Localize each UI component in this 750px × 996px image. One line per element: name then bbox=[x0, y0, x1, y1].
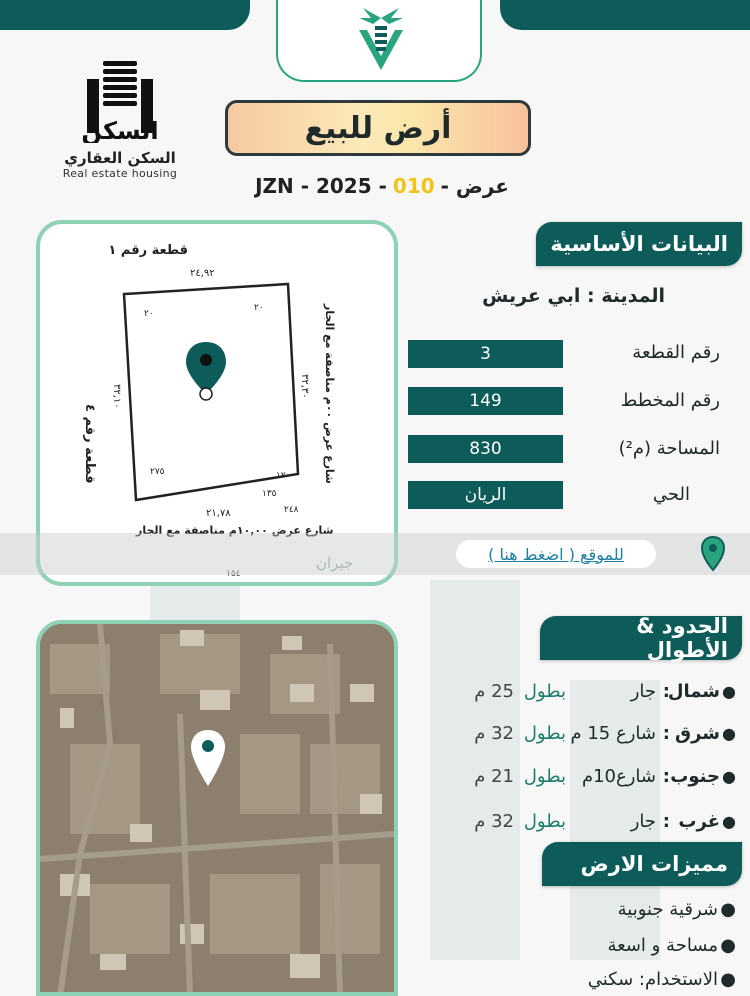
area-value: 830 bbox=[408, 435, 563, 463]
features-heading: مميزات الارض bbox=[542, 842, 742, 886]
city-line: المدينة : ابي عريش bbox=[482, 285, 665, 307]
plan-corner-f: ٢٤٨ bbox=[284, 505, 299, 515]
bound-length: 32 م bbox=[474, 810, 514, 832]
bound-tag: بطول bbox=[523, 810, 566, 832]
bound-neighbor: جار bbox=[630, 680, 656, 702]
offer-label: - عرض bbox=[440, 174, 509, 198]
plan-east-length: ٣٢,٣٠ bbox=[299, 374, 310, 399]
plan-corner-b: ٢٠ bbox=[254, 303, 264, 313]
palm-logo-tab bbox=[276, 0, 482, 82]
feature-item bbox=[516, 930, 736, 960]
building-logo-icon bbox=[75, 55, 165, 143]
basic-data-heading: البيانات الأساسية bbox=[536, 222, 742, 266]
satellite-svg bbox=[40, 624, 394, 996]
offer-code bbox=[232, 170, 532, 202]
scheme-number-value: 149 bbox=[408, 387, 563, 415]
offer-prefix: JZN - 2025 - bbox=[255, 174, 387, 198]
bullet: ● bbox=[722, 811, 736, 831]
bullet: ● bbox=[720, 898, 736, 920]
feature-text: شرقية جنوبية bbox=[617, 898, 718, 920]
feature-text: مساحة و اسعة bbox=[607, 934, 718, 956]
bullet: ● bbox=[720, 934, 736, 956]
top-bar-left bbox=[0, 0, 250, 30]
plan-corner-e: ١٢٠ bbox=[276, 471, 291, 481]
map-marker-icon bbox=[186, 342, 226, 400]
bound-colon: : bbox=[662, 722, 670, 744]
bound-length: 25 م bbox=[474, 680, 514, 702]
plan-east-label: شارع عرض ٠٠م مناصفة مع الجار bbox=[323, 304, 336, 484]
brand-subtitle-en: Real estate housing bbox=[62, 167, 178, 180]
bound-tag: بطول bbox=[523, 680, 566, 702]
area-label: المساحة (م²) bbox=[618, 438, 720, 459]
district-label: الحي bbox=[652, 484, 690, 505]
brand-name: السكن bbox=[81, 117, 159, 143]
bound-tag: بطول bbox=[523, 722, 566, 744]
feature-text: الاستخدام: سكني bbox=[587, 968, 718, 990]
plan-north-label: قطعة رقم ١ bbox=[108, 243, 188, 258]
plan-watermark: جيران bbox=[316, 554, 354, 572]
district-value: الريان bbox=[408, 481, 563, 509]
bound-colon: : bbox=[662, 680, 670, 702]
bound-length: 21 م bbox=[474, 765, 514, 787]
brand-subtitle-ar: السكن العقاري bbox=[64, 149, 176, 167]
bounds-heading: الحدود & الأطوال bbox=[540, 616, 742, 660]
land-plan-drawing bbox=[36, 220, 398, 586]
feature-item bbox=[516, 894, 736, 924]
location-pin-icon[interactable] bbox=[700, 536, 726, 572]
bound-direction: شمال bbox=[667, 680, 720, 702]
bound-tag: بطول bbox=[523, 765, 566, 787]
bound-colon: : bbox=[662, 765, 670, 787]
plan-south-length: ٢١,٧٨ bbox=[206, 508, 231, 519]
bound-neighbor: جار bbox=[630, 810, 656, 832]
plan-footer-number: ١٥٤ bbox=[226, 569, 241, 579]
bullet: ● bbox=[722, 723, 736, 743]
scheme-number-label: رقم المخطط bbox=[620, 390, 720, 411]
palm-logo-icon bbox=[278, 0, 484, 80]
plan-corner-d: ١٣٥ bbox=[262, 489, 277, 499]
plot-number-label: رقم القطعة bbox=[632, 342, 720, 363]
bullet: ● bbox=[720, 968, 736, 990]
bound-direction: غرب bbox=[678, 810, 720, 832]
satellite-map[interactable] bbox=[36, 620, 398, 996]
plan-west-length: ٣٢,١٠ bbox=[111, 384, 122, 409]
plan-north-length: ٢٤,٩٢ bbox=[190, 268, 215, 279]
plot-number-value: 3 bbox=[408, 340, 563, 368]
bound-colon: : bbox=[662, 810, 670, 832]
listing-title: أرض للبيع bbox=[225, 100, 531, 156]
feature-item bbox=[516, 964, 736, 994]
plan-svg bbox=[40, 224, 394, 582]
location-link[interactable]: للموقع ( اضغط هنا ) bbox=[456, 540, 656, 568]
top-bar-right bbox=[500, 0, 750, 30]
brand-logo bbox=[50, 55, 190, 190]
offer-number: 010 bbox=[392, 174, 435, 198]
plan-corner-c: ٢٧٥ bbox=[150, 467, 165, 477]
bound-row-north bbox=[406, 676, 736, 706]
bound-length: 32 م bbox=[474, 722, 514, 744]
bound-neighbor: شارع 15 م bbox=[570, 722, 656, 744]
bound-row-east bbox=[406, 718, 736, 748]
bullet: ● bbox=[722, 766, 736, 786]
plan-corner-a: ٢٠ bbox=[144, 309, 154, 319]
bound-row-south bbox=[406, 761, 736, 791]
plan-south-label: شارع عرض ١٠,٠٠م مناصفة مع الجار bbox=[136, 524, 334, 537]
bound-direction: جنوب bbox=[670, 765, 720, 787]
bound-direction: شرق bbox=[675, 722, 720, 744]
bullet: ● bbox=[722, 681, 736, 701]
plan-west-label: قطعة رقم ٤ bbox=[82, 404, 97, 484]
bound-neighbor: شارع10م bbox=[581, 765, 656, 787]
bound-row-west bbox=[406, 806, 736, 836]
